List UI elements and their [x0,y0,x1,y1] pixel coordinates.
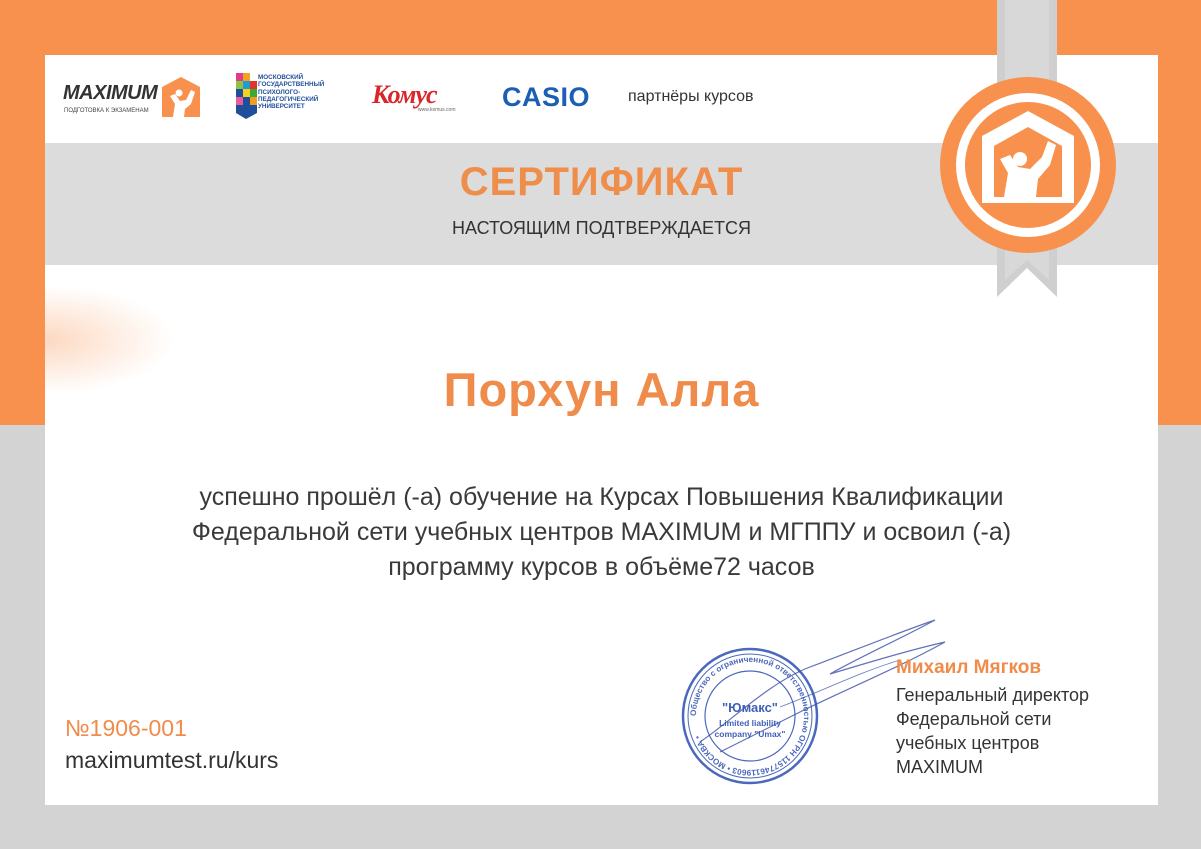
body-line: Федеральной сети учебных центров MAXIMUM и МГППУ и освоил (-а) [191,518,1012,546]
body-line: успешно прошёл (-а) обучение на Курсах Повышения Квалификации [199,483,1004,511]
signer-title-line: Федеральной сети [896,709,1052,729]
signer-title-line: MAXIMUM [896,757,983,777]
certificate-body [60,480,1143,585]
recipient-name: Порхун Алла [443,363,760,416]
svg-text:Общество с ограниченной ответс [688,655,811,777]
komus-wordmark: Комус [372,80,437,109]
stamp-line-2: company "Umax" [714,729,786,739]
certificate-number: №1906-001 [65,715,187,741]
stamp-company-name: "Юмакс" [722,700,778,715]
signer-name: Михаил Мягков [896,657,1042,678]
maximum-logo [63,76,205,120]
komus-logo [372,80,468,114]
certificate-title: СЕРТИФИКАТ [459,160,744,204]
certificate-subtitle: НАСТОЯЩИМ ПОДТВЕРЖДАЕТСЯ [452,218,751,238]
signer-title-line: Генеральный директор [896,685,1090,705]
signer-title-line: учебных центров [896,733,1040,753]
maximum-tagline: ПОДГОТОВКА К ЭКЗАМЕНАМ [64,108,149,114]
maximum-house-icon [161,76,201,118]
signer-title [896,683,1089,779]
mgppu-name: МОСКОВСКИЙ ГОСУДАРСТВЕННЫЙ ПСИХОЛОГО- ПЕДАГОГИЧЕСКИЙ УНИВЕРСИТЕТ [258,74,325,111]
maximum-wordmark: MAXIMUM [63,82,158,104]
company-stamp [680,646,820,786]
certificate-url[interactable]: maximumtest.ru/kurs [65,747,279,773]
stamp-line-1: Limited liability [719,718,781,728]
partners-label: партнёры курсов [628,88,754,105]
stamp-ring-text: Общество с ограниченной ответственностью ОГРН 1157746119603 • МОСКВА • [688,654,812,778]
casio-logo: CASIO [502,82,591,112]
komus-url: www.komus.com [418,107,456,113]
mgppu-logo [236,73,356,123]
body-line: программу курсов в объёме72 часов [388,553,815,581]
